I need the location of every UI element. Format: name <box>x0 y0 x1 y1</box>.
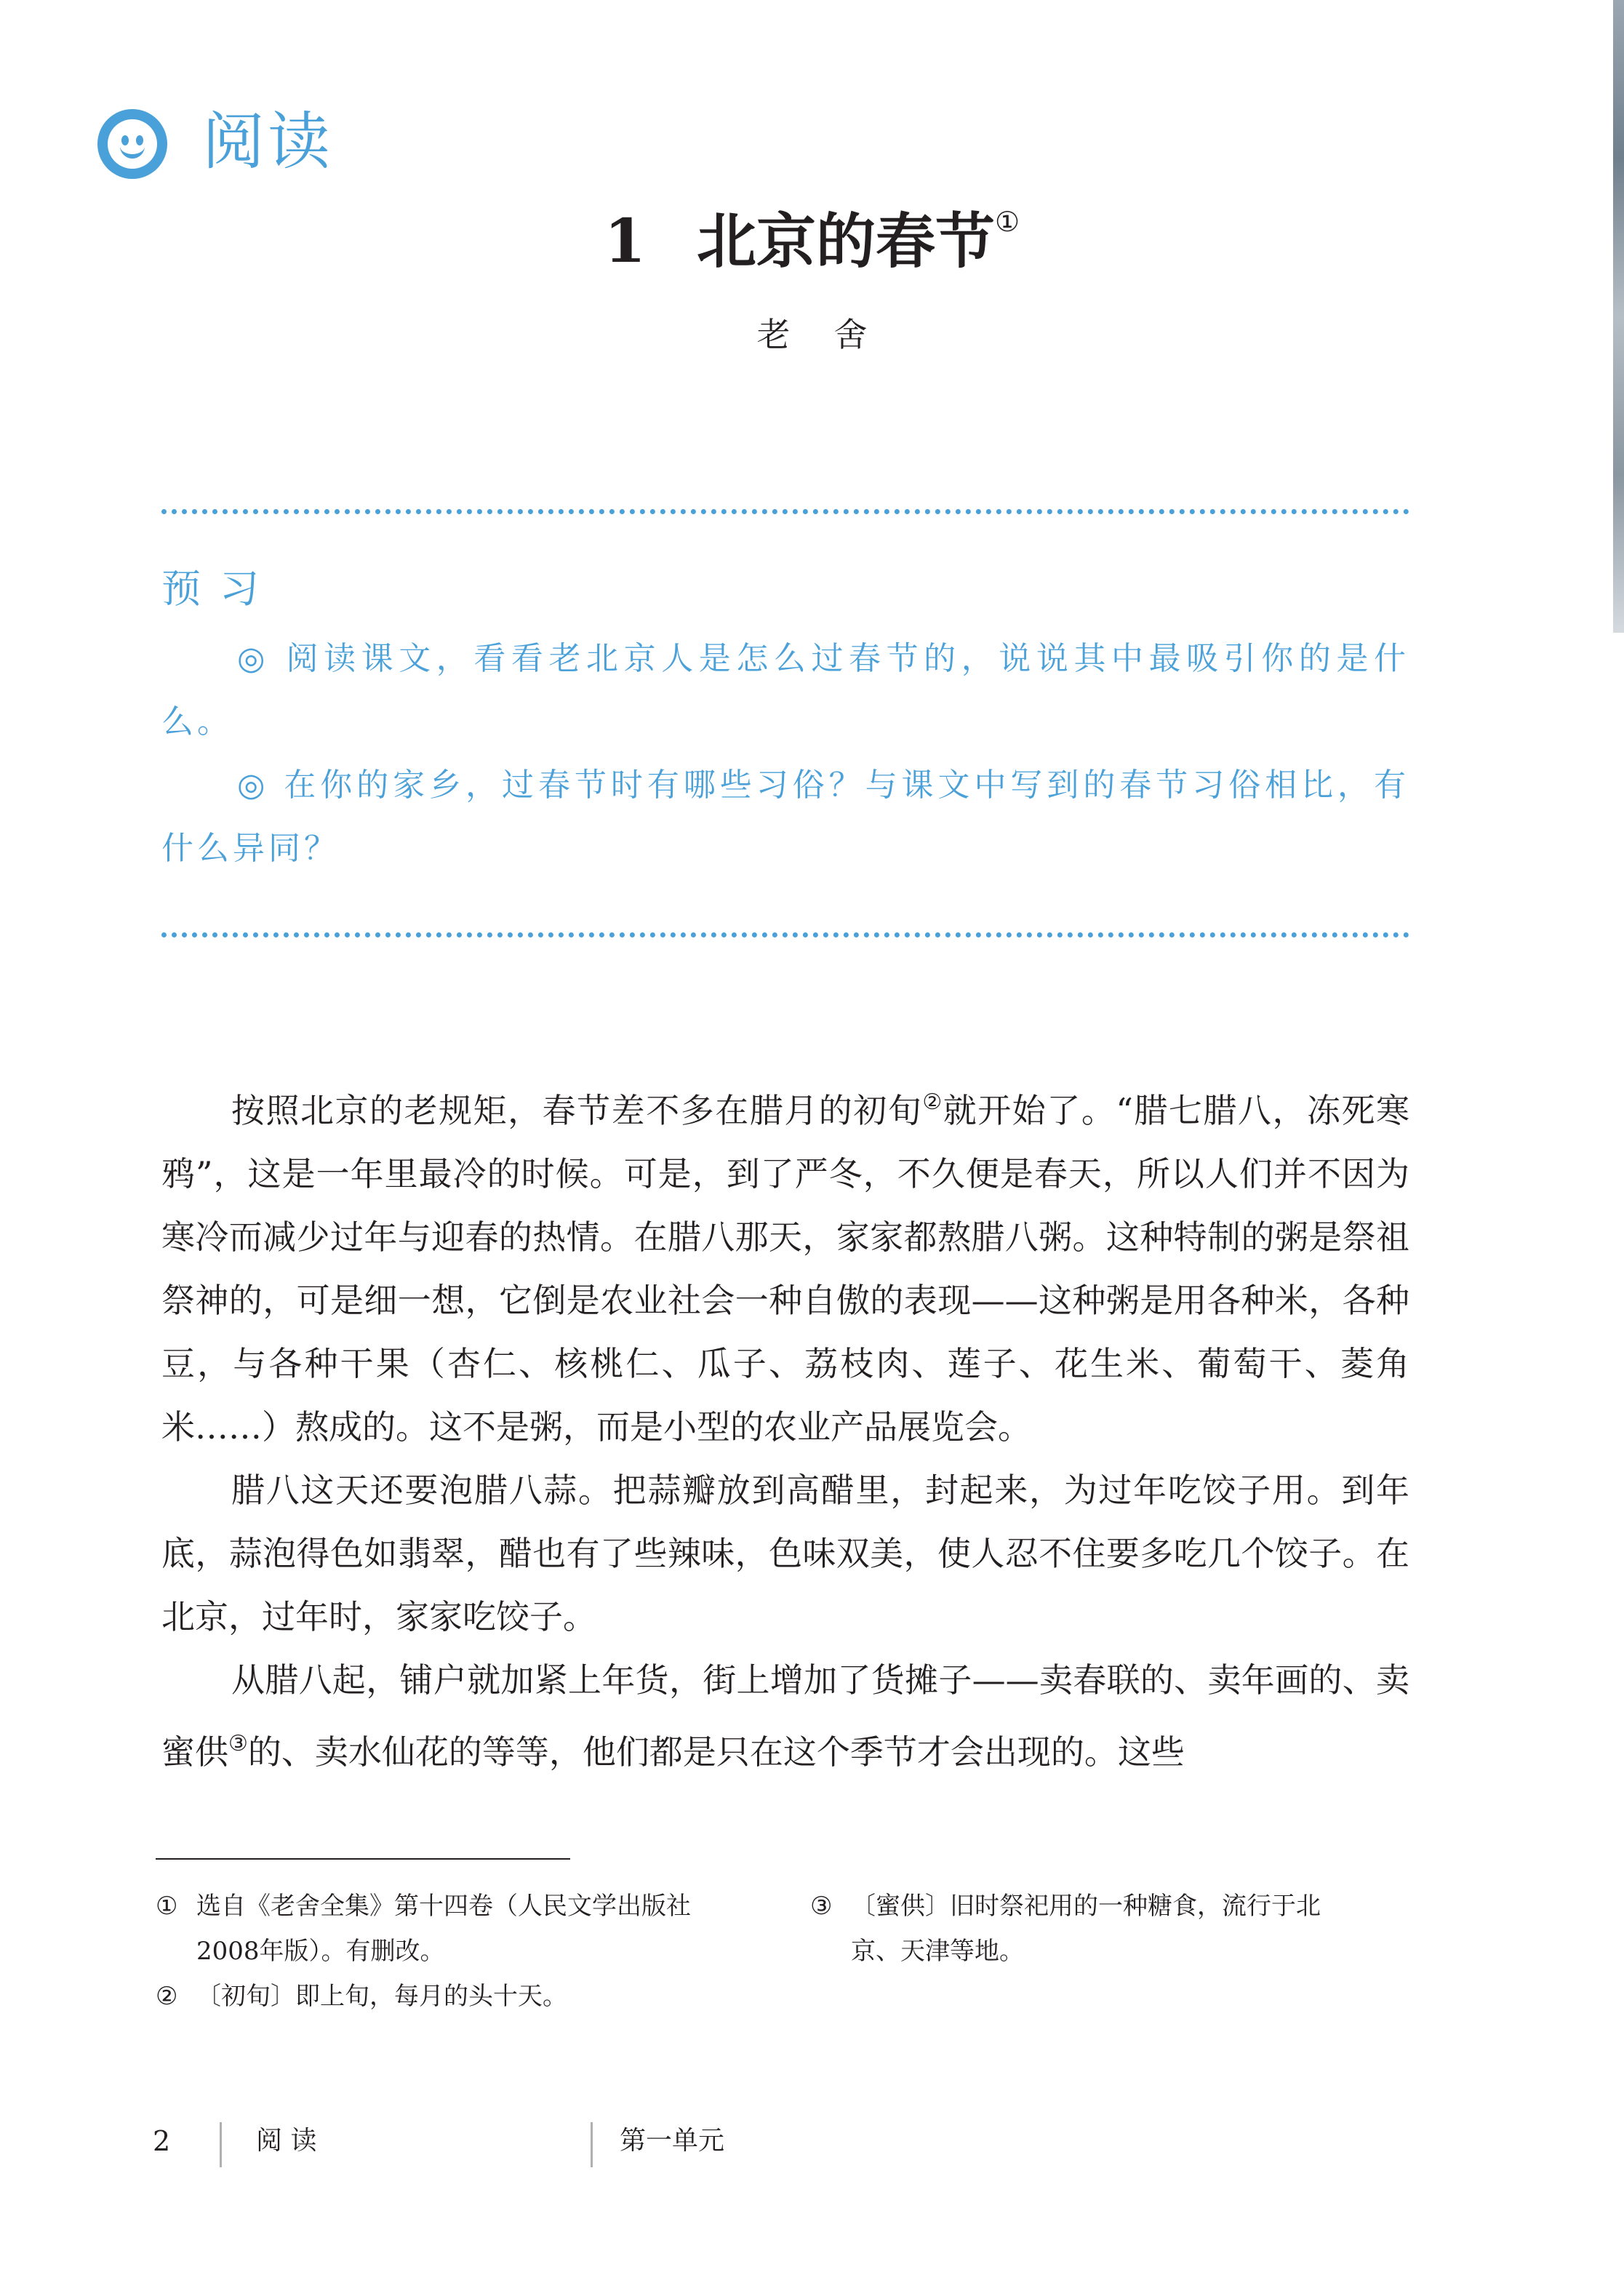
author: 老舍 <box>756 315 911 354</box>
lesson-title-text: 北京的春节 <box>696 207 995 276</box>
title-footnote-mark: ① <box>995 206 1020 238</box>
preview-top-divider <box>161 509 1409 514</box>
page-number: 2 <box>153 2125 171 2157</box>
lesson-body <box>161 1071 1409 1784</box>
footer-section: 阅 读 <box>256 2126 317 2156</box>
body-paragraph: 按照北京的老规矩，春节差不多在腊月的初旬②就开始了。“腊七腊八，冻死寒鸦”，这是一年里最冷的时候。可是，到了严冬，不久便是春天，所以人们并不因为寒冷而减少过年与迎春的热情。在腊八那天，家家都熬腊八粥。这种特制的粥是祭祖祭神的，可是细一想，它倒是农业社会一种自傲的表现——这种粥是用各种米，各种豆，与各种干果（杏仁、核桃仁、瓜子、荔枝肉、莲子、花生米、葡萄干、菱角米……）熬成的。这不是粥，而是小型的农业产品展览会。 <box>161 1089 1409 1447</box>
footnote-1: ① 选自《老舍全集》第十四卷（人民文学出版社 2008年版）。有删改。 <box>156 1892 691 1966</box>
lesson-number: 1 <box>604 207 646 276</box>
footnote-mark: ② <box>922 1089 943 1115</box>
preview-item: ◎ 在你的家乡，过春节时有哪些习俗？与课文中写到的春节习俗相比，有什么异同？ <box>161 767 1409 867</box>
preview-heading: 预习 <box>161 566 278 612</box>
footnote-2: ② 〔初旬〕即上旬，每月的头十天。 <box>156 1982 567 2011</box>
preview-item: ◎ 阅读课文，看看老北京人是怎么过春节的，说说其中最吸引你的是什么。 <box>161 640 1409 740</box>
footer-unit: 第一单元 <box>620 2126 725 2156</box>
smiley-icon <box>97 109 167 179</box>
body-paragraph: 腊八这天还要泡腊八蒜。把蒜瓣放到高醋里，封起来，为过年吃饺子用。到年底，蒜泡得色如翡翠，醋也有了些辣味，色味双美，使人忍不住要多吃几个饺子。在北京，过年时，家家吃饺子。 <box>161 1471 1409 1636</box>
footnote-3: ③ 〔蜜供〕旧时祭祀用的一种糖食，流行于北 京、天津等地。 <box>810 1892 1321 1966</box>
lesson-title <box>0 182 1624 281</box>
preview-bottom-divider <box>161 932 1409 937</box>
section-label: 阅读 <box>202 105 333 178</box>
footnote-divider <box>156 1858 570 1860</box>
footer-divider <box>220 2122 222 2167</box>
footer-divider <box>591 2122 593 2167</box>
preview-box <box>161 553 1409 880</box>
footnote-mark: ③ <box>228 1731 248 1756</box>
body-paragraph: 从腊八起，铺户就加紧上年货，街上增加了货摊子——卖春联的、卖年画的、卖蜜供③的、卖水仙花的等等，他们都是只在这个季节才会出现的。这些 <box>161 1660 1409 1772</box>
